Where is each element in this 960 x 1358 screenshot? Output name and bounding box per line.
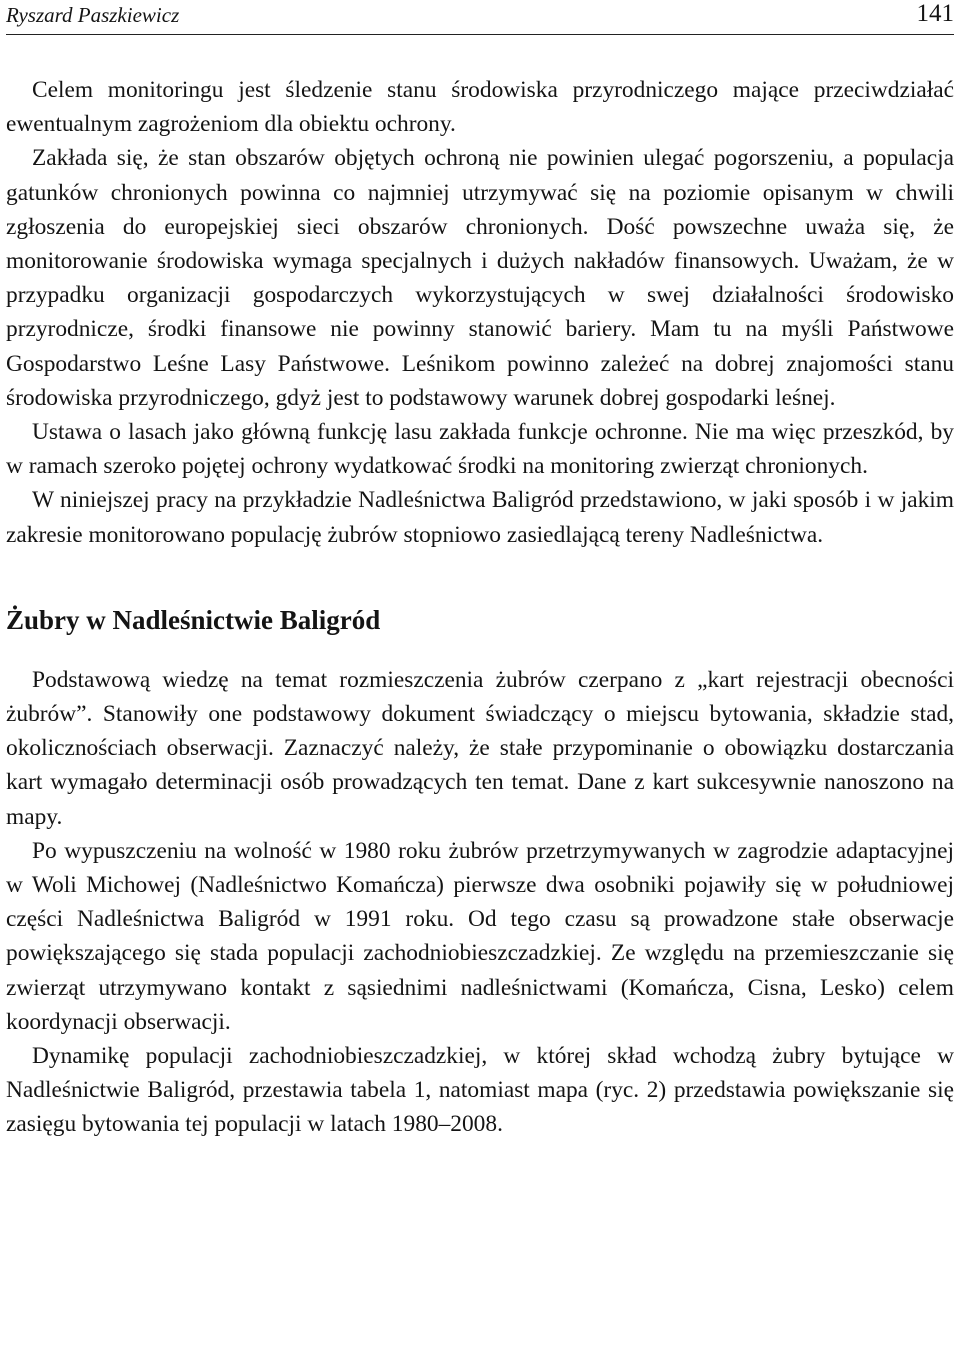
document-page (6, 0, 954, 1142)
intro-section (6, 73, 954, 552)
paragraph: Zakłada się, że stan obszarów objętych ochroną nie powinien ulegać pogorszeniu, a populacja gatunków chronionych powinna co najmniej utrzymywać się na poziomie opisanym w chwili zgłoszenia do europejskiej sieci obszarów chronionych. Dość powszechne uważa się, że monitorowanie środowiska wymaga specjalnych i dużych nakładów finansowych. Uważam, że w przypadku organizacji gospodarczych wykorzystujących w swej działalności środowisko przyrodnicze, środki finansowe nie powinny stanowić bariery. Mam tu na myśli Państwowe Gospodarstwo Leśne Lasy Państwowe. Leśnikom powinno zależeć na dobrej znajomości stanu środowiska przyrodniczego, gdyż jest to podstawowy warunek dobrej gospodarki leśnej. (6, 145, 954, 411)
paragraph: Podstawową wiedzę na temat rozmieszczenia żubrów czerpano z „kart rejestracji obecności żubrów”. Stanowiły one podstawowy dokument świadczący o miejscu bytowania, składzie stad, okolicznościach obserwacji. Zaznaczyć należy, że stałe przypominanie o obowiązku dostarczania kart wymagało determinacji osób prowadzących ten temat. Dane z kart sukcesywnie nanoszono na mapy. (6, 666, 954, 830)
section-heading: Żubry w Nadleśnictwie Baligród (6, 604, 381, 635)
paragraph: Dynamikę populacji zachodniobieszczadzkiej, w której skład wchodzą żubry bytujące w Nadleśnictwie Baligród, przestawia tabela 1, natomiast mapa (ryc. 2) przedstawia powiększanie się zasięgu bytowania tej populacji w latach 1980–2008. (6, 1043, 954, 1138)
paragraph: Celem monitoringu jest śledzenie stanu środowiska przyrodniczego mające przeciwdziałać ewentualnym zagrożeniom dla obiektu ochrony. (6, 77, 954, 138)
paragraph: Ustawa o lasach jako główną funkcję lasu zakłada funkcje ochronne. Nie ma więc przeszkód, by w ramach szeroko pojętej ochrony wydatkować środki na monitoring zwierząt chronionych. (6, 419, 954, 480)
running-header (6, 0, 954, 35)
paragraph: Po wypuszczeniu na wolność w 1980 roku żubrów przetrzymywanych w zagrodzie adaptacyjnej w Woli Michowej (Nadleśnictwo Komańcza) pierwsze dwa osobniki pojawiły się w południowej części Nadleśnictwa Baligród w 1991 roku. Od tego czasu są prowadzone stałe obserwacje powiększającego się stada populacji zachodniobieszczadzkiej. Ze względu na przemieszczanie się zwierząt utrzymywano kontakt z sąsiednimi nadleśnictwami (Komańcza, Cisna, Lesko) celem koordynacji obserwacji. (6, 837, 954, 1035)
paragraph: W niniejszej pracy na przykładzie Nadleśnictwa Baligród przedstawiono, w jaki sposób i w jakim zakresie monitorowano populację żubrów stopniowo zasiedlającą tereny Nadleśnictwa. (6, 487, 954, 548)
section-body (6, 663, 954, 1142)
page-number: 141 (916, 0, 954, 27)
author-name: Ryszard Paszkiewicz (6, 3, 180, 27)
